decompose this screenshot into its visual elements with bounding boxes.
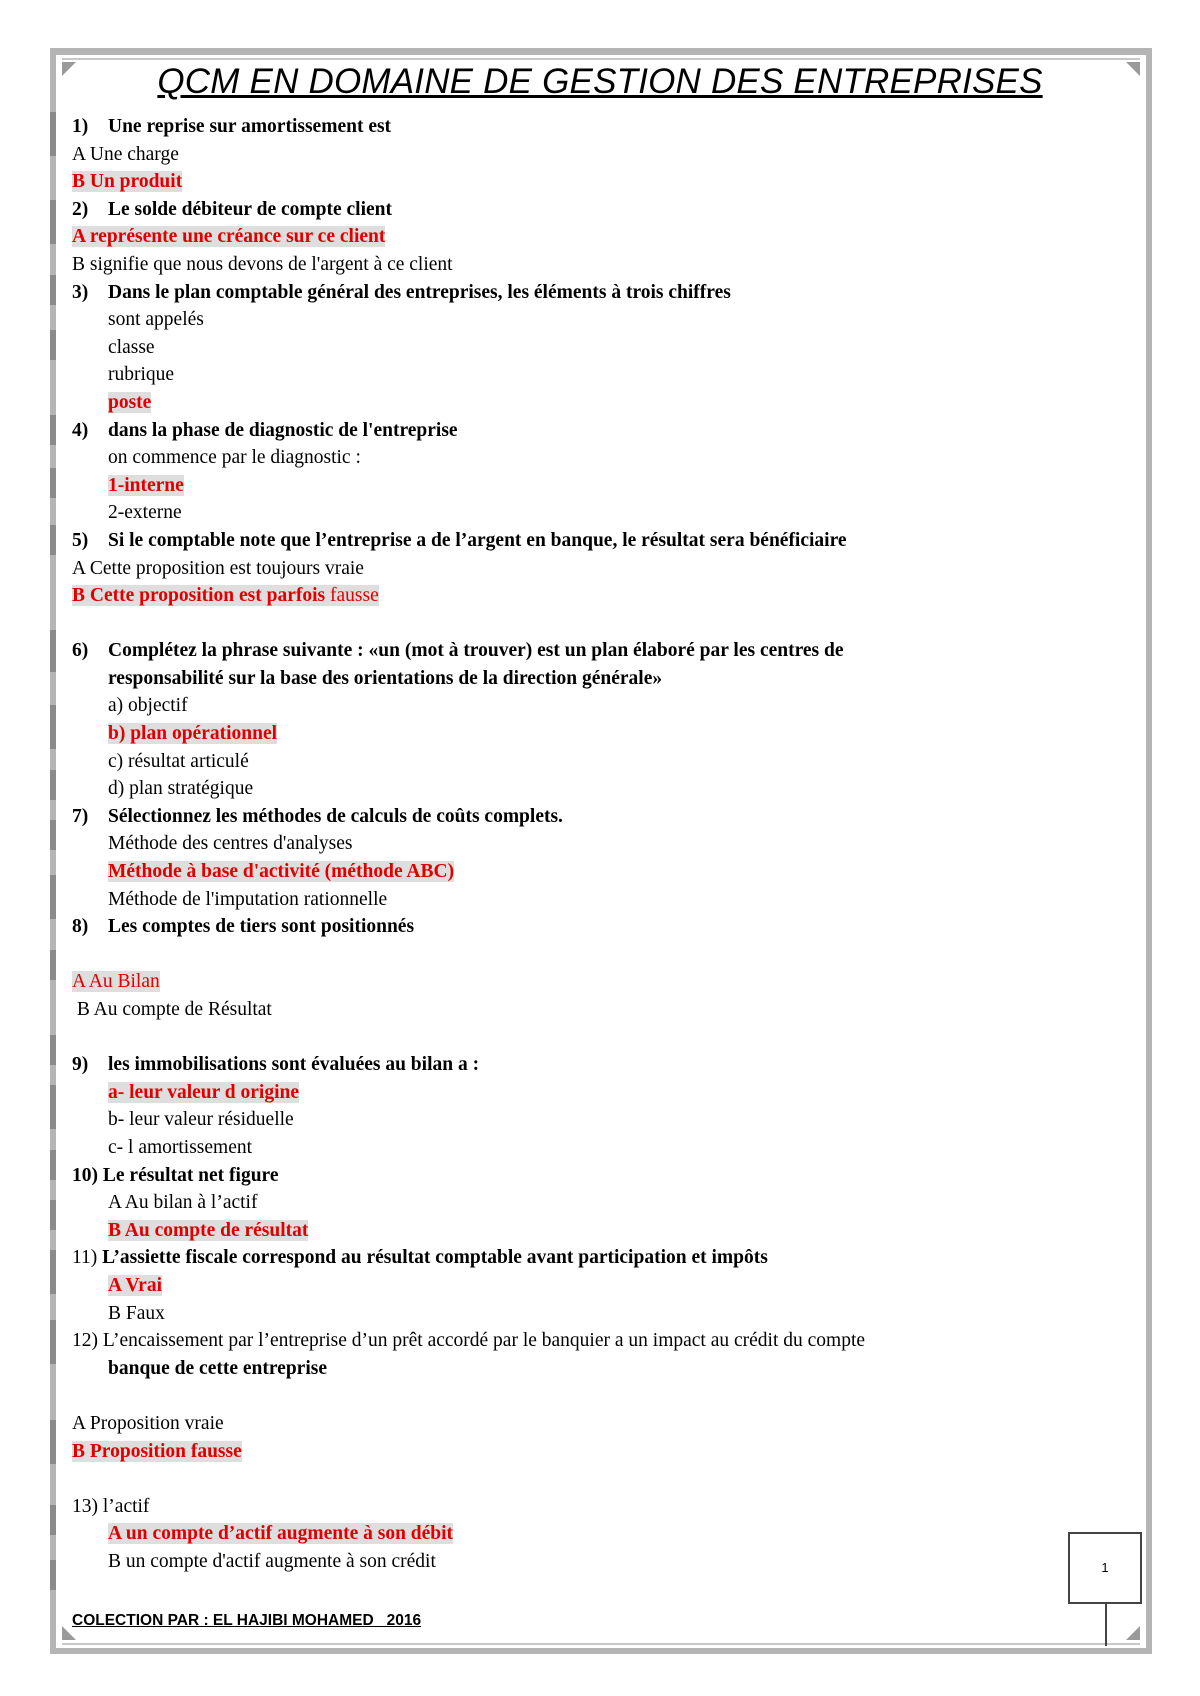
question-4: 4) dans la phase de diagnostic de l'entreprise [72, 419, 458, 441]
margin-bar [50, 1250, 56, 1294]
frame-top-border [50, 48, 1152, 55]
option: a) objectif [108, 695, 188, 717]
margin-bar [50, 468, 56, 498]
page-number-stem [1105, 1602, 1107, 1646]
correct-answer: Méthode à base d'activité (méthode ABC) [108, 861, 455, 883]
corner-ornament-icon [1126, 1626, 1140, 1640]
option: A Cette proposition est toujours vraie [72, 557, 364, 579]
question-10: 10) Le résultat net figure [72, 1164, 279, 1186]
question-8: 8) Les comptes de tiers sont positionnés [72, 916, 415, 938]
question-1: 1) Une reprise sur amortissement est [72, 116, 392, 137]
margin-bar [50, 705, 56, 749]
option: 2-externe [108, 502, 182, 524]
question-13: 13) l’actif [72, 1495, 150, 1517]
question-4-continued: on commence par le diagnostic : [108, 447, 361, 469]
correct-answer: poste [108, 391, 152, 413]
margin-bar [50, 1420, 56, 1464]
option: A Une charge [72, 143, 179, 165]
option: c- l amortissement [108, 1136, 253, 1158]
option: Méthode de l'imputation rationnelle [108, 888, 388, 910]
option: B un compte d'actif augmente à son crédit [108, 1550, 436, 1572]
option: d) plan stratégique [108, 778, 254, 800]
frame-top-inner-border [62, 58, 1140, 60]
margin-bar [50, 950, 56, 980]
margin-bar [50, 1085, 56, 1129]
frame-right-border [1146, 48, 1152, 1654]
page-title: QCM EN DOMAINE DE GESTION DES ENTREPRISES [157, 62, 1043, 101]
question-7: 7) Sélectionnez les méthodes de calculs de coûts complets. [72, 805, 563, 827]
correct-answer: A Au Bilan [72, 971, 160, 993]
question-5: 5) Si le comptable note que l’entreprise a de l’argent en banque, le résultat sera bénéficiaire [72, 529, 847, 551]
correct-answer: A Vrai [108, 1274, 162, 1296]
margin-bar [50, 630, 56, 672]
correct-answer: b) plan opérationnel [108, 723, 278, 745]
margin-bar [50, 875, 56, 919]
question-12: 12) L’encaissement par l’entreprise d’un prêt accordé par le banquier a un impact au crédit du compte [72, 1330, 866, 1352]
question-12-continued: banque de cette entreprise [108, 1357, 327, 1379]
question-2: 2) Le solde débiteur de compte client [72, 198, 392, 220]
option: b- leur valeur résiduelle [108, 1109, 294, 1131]
option: B Faux [108, 1302, 165, 1324]
option: Méthode des centres d'analyses [108, 833, 353, 855]
option: A Proposition vraie [72, 1412, 224, 1434]
question-3: 3) Dans le plan comptable général des entreprises, les éléments à trois chiffres [72, 281, 731, 303]
correct-answer: B Un produit [72, 171, 183, 193]
page-number: 1 [1068, 1532, 1142, 1604]
margin-bar [50, 1035, 56, 1065]
option: A Au bilan à l’actif [108, 1192, 258, 1214]
margin-bar [50, 770, 56, 800]
margin-bar [50, 415, 56, 445]
margin-bar [50, 275, 56, 305]
option: rubrique [108, 364, 175, 386]
margin-bar [50, 1320, 56, 1364]
footer-credit: COLECTION PAR : EL HAJIBI MOHAMED 2016 [72, 1612, 422, 1629]
margin-bar [50, 525, 56, 555]
margin-bar [50, 1150, 56, 1180]
option: B signifie que nous devons de l'argent à ce client [72, 253, 453, 275]
correct-answer: A un compte d’actif augmente à son débit [108, 1523, 454, 1545]
margin-bar [50, 1505, 56, 1535]
correct-answer: B Au compte de résultat [108, 1219, 309, 1241]
margin-bar [50, 1200, 56, 1230]
option: classe [108, 336, 155, 358]
margin-bar [50, 820, 56, 850]
correct-answer: a- leur valeur d origine [108, 1081, 300, 1103]
margin-bar [50, 200, 56, 244]
margin-bar [50, 112, 56, 156]
margin-bar [50, 330, 56, 360]
margin-bar [50, 1560, 56, 1590]
correct-answer: 1-interne [108, 474, 184, 496]
option: B Au compte de Résultat [72, 999, 272, 1020]
frame-bottom-border [50, 1648, 1152, 1654]
question-11: 11) L’assiette fiscale correspond au résultat comptable avant participation et impôts [72, 1247, 768, 1269]
question-6-continued: responsabilité sur la base des orientations de la direction générale» [108, 667, 663, 689]
correct-answer: B Proposition fausse [72, 1440, 242, 1462]
question-6: 6) Complétez la phrase suivante : «un (mot à trouver) est un plan élaboré par les centres de [72, 640, 844, 662]
frame-bottom-inner-border [62, 1643, 1140, 1645]
correct-answer: A représente une créance sur ce client [72, 226, 386, 248]
question-9: 9) les immobilisations sont évaluées au bilan a : [72, 1054, 480, 1076]
correct-answer: B Cette proposition est parfois fausse [72, 585, 379, 607]
questions-list [72, 113, 1142, 1575]
option: c) résultat articulé [108, 750, 249, 772]
question-3-continued: sont appelés [108, 309, 204, 331]
